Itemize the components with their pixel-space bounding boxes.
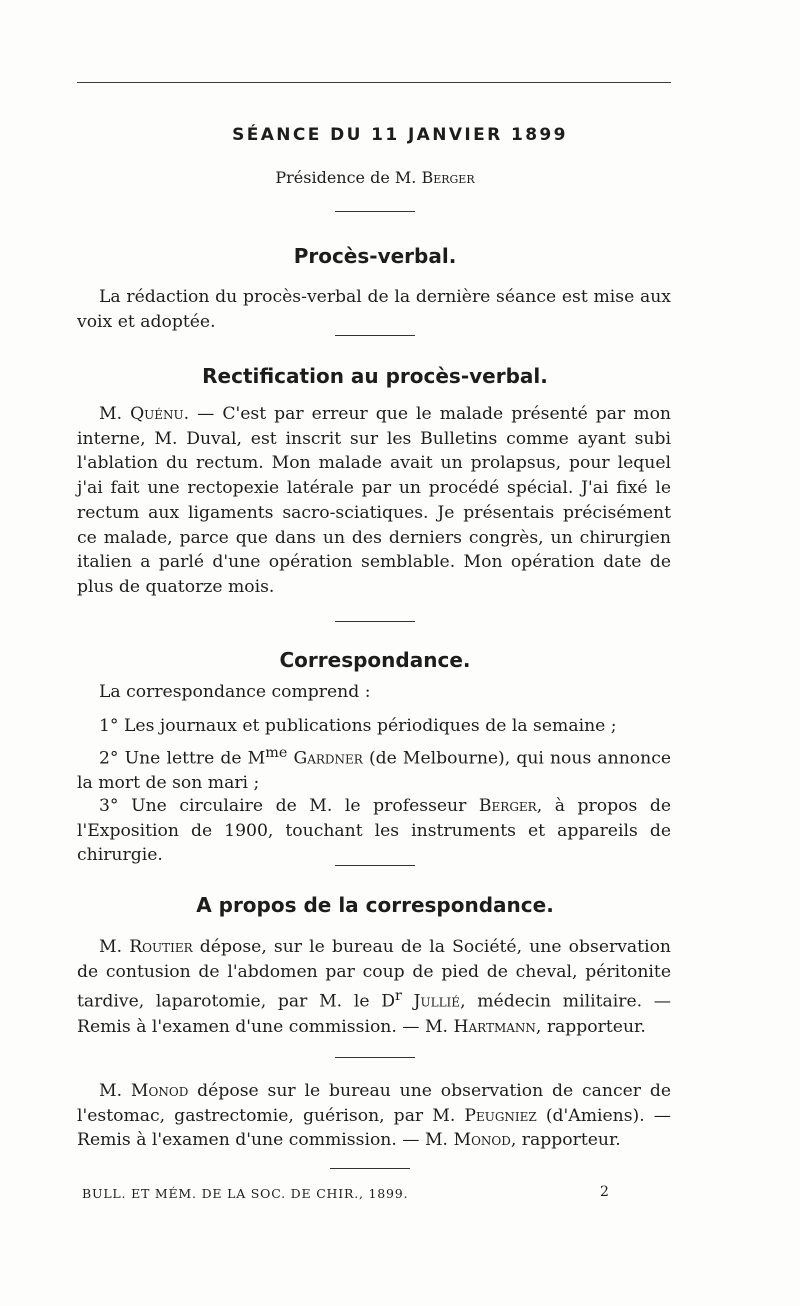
presidency-line: Présidence de M. Berger bbox=[275, 168, 475, 187]
page-number: 2 bbox=[600, 1184, 609, 1200]
paragraph-proces-verbal: La rédaction du procès-verbal de la dernière séance est mise aux voix et adoptée. bbox=[77, 287, 671, 332]
separator bbox=[335, 1057, 415, 1058]
president-name: Berger bbox=[421, 168, 475, 187]
heading-rectification: Rectification au procès-verbal. bbox=[202, 364, 548, 388]
correspondance-item-2: 2° Une lettre de $M^{me}$ Gardner (de Melbourne), qui nous annonce la mort de son mari ; bbox=[77, 745, 671, 794]
paragraph-routier: M. Routier dépose, sur le bureau de la Société, une observation de contusion de l'abdomen par coup de pied de cheval, péritonite tardive, laparotomie, par M. le $D^r$ Jullié, médecin militaire. — Remis à l'examen d'une commission. — M. Hartmann, rapporteur. bbox=[77, 937, 671, 1037]
separator bbox=[335, 621, 415, 622]
correspondance-item-1: 1° Les journaux et publications périodiques de la semaine ; bbox=[99, 716, 617, 736]
separator bbox=[335, 211, 415, 212]
running-footer: BULL. ET MÉM. DE LA SOC. DE CHIR., 1899. bbox=[82, 1186, 409, 1201]
paragraph-monod: M. Monod dépose sur le bureau une observation de cancer de l'estomac, gastrectomie, guérison, par M. Peugniez (d'Amiens). — Remis à l'examen d'une commission. — M. Monod, rapporteur. bbox=[77, 1081, 672, 1151]
footer-rule bbox=[330, 1168, 410, 1169]
correspondance-item-3: 3° Une circulaire de M. le professeur Berger, à propos de l'Exposition de 1900, touchant les instruments et appareils de chirurgie. bbox=[77, 796, 672, 866]
heading-a-propos: A propos de la correspondance. bbox=[196, 893, 554, 917]
separator bbox=[335, 865, 415, 866]
session-title: SÉANCE DU 11 JANVIER 1899 bbox=[232, 125, 568, 145]
separator bbox=[335, 335, 415, 336]
correspondance-intro: La correspondance comprend : bbox=[99, 682, 371, 702]
paragraph-rectification: M. Quénu. — C'est par erreur que le malade présenté par mon interne, M. Duval, est inscrit sur les Bulletins comme ayant subi l'ablation du rectum. Mon malade avait un prolapsus, pour lequel j'ai fait une rectopexie latérale par un procédé spécial. J'ai fixé le rectum aux ligaments sacro-sciatiques. Je présentais précisément ce malade, parce que dans un des derniers congrès, un chirurgien italien a parlé d'une opération semblable. Mon opération date de plus de quatorze mois. bbox=[77, 404, 671, 597]
top-rule bbox=[77, 82, 671, 83]
heading-proces-verbal: Procès-verbal. bbox=[293, 244, 457, 268]
heading-correspondance: Correspondance. bbox=[279, 648, 471, 672]
speaker-name: Quénu bbox=[130, 404, 184, 424]
